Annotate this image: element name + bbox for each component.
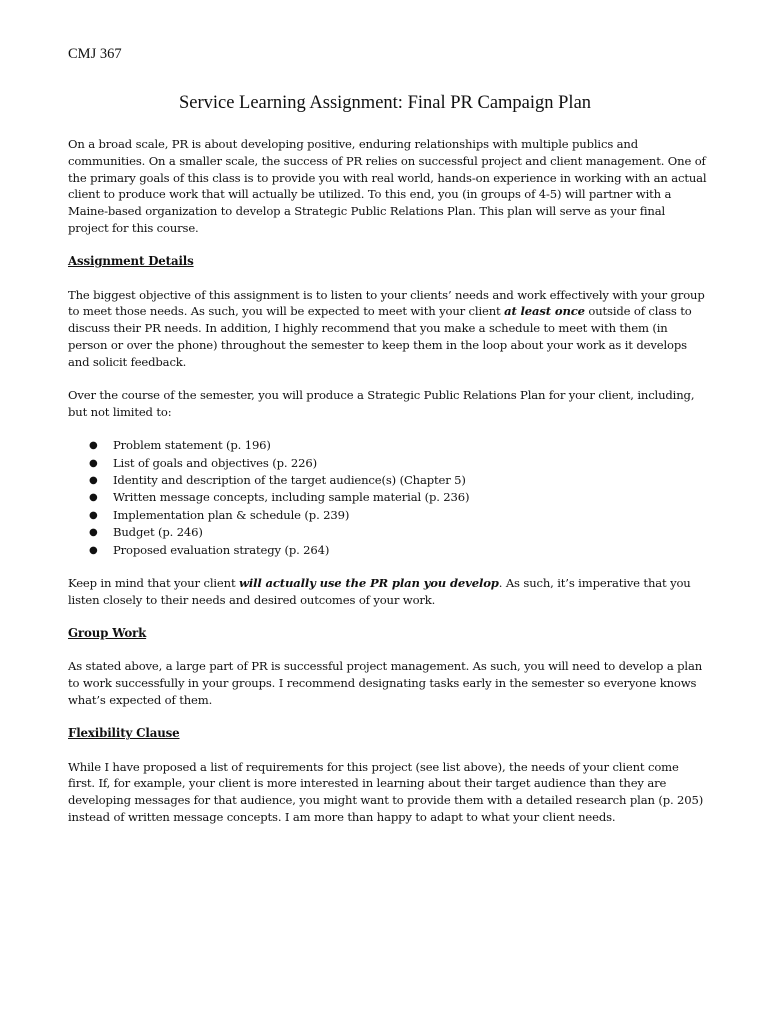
document-title: Service Learning Assignment: Final PR Campaign Plan: [178, 93, 592, 113]
group-work-heading: Group Work: [68, 626, 147, 641]
assignment-details-paragraph-1: [68, 287, 708, 371]
list-item-text: Identity and description of the target audience(s) (Chapter 5): [113, 472, 466, 487]
list-item: [68, 437, 708, 454]
document-body: [68, 136, 708, 842]
bullet-icon: ●: [89, 492, 98, 504]
course-code: CMJ 367: [68, 46, 122, 62]
list-item-text: Proposed evaluation strategy (p. 264): [113, 542, 330, 557]
keep-in-mind-text-after: . As such, it’s imperative that you listen closely to their needs and desired outcomes of your work.: [68, 576, 691, 607]
list-item: [68, 472, 708, 489]
use-plan-emphasis: will actually use the PR plan you develop: [239, 576, 499, 590]
list-item-text: Implementation plan & schedule (p. 239): [113, 507, 350, 522]
intro-paragraph: On a broad scale, PR is about developing positive, enduring relationships with multiple publics and communities. On a smaller scale, the success of PR relies on successful project and client management. One of the primary goals of this class is to provide you with real world, hands-on experience in working with an actual client to produce work that will actually be utilized. To this end, you (in groups of 4-5) will partner with a Maine-based organization to develop a Strategic Public Relations Plan. This plan will serve as your final project for this course.: [68, 137, 707, 235]
bullet-icon: ●: [89, 527, 98, 539]
keep-in-mind-text-before: Keep in mind that your client: [68, 576, 240, 590]
bullet-icon: ●: [89, 440, 98, 452]
list-item-text: Problem statement (p. 196): [113, 438, 271, 453]
bullet-icon: ●: [89, 457, 98, 469]
group-work-paragraph: As stated above, a large part of PR is successful project management. As such, you will need to develop a plan to work successfully in your groups. I recommend designating tasks early in the semester so everyone knows what’s expected of them.: [68, 659, 703, 707]
list-item-text: List of goals and objectives (p. 226): [113, 455, 317, 470]
assignment-details-paragraph-3: [68, 575, 708, 609]
list-item: [68, 507, 708, 524]
bullet-icon: ●: [89, 474, 98, 486]
at-least-once-emphasis: at least once: [504, 304, 585, 319]
list-item-text: Budget (p. 246): [113, 525, 203, 540]
assignment-details-text-after: outside of class to discuss their PR needs. In addition, I highly recommend that you make a schedule to meet with them (in person or over the phone) throughout the semester to keep them in the loop about your work as it develops and solicit feedback.: [68, 304, 692, 369]
assignment-details-paragraph-2: Over the course of the semester, you will produce a Strategic Public Relations Plan for your client, including, but not limited to:: [68, 388, 695, 419]
assignment-details-heading: Assignment Details: [68, 254, 194, 269]
list-item-text: Written message concepts, including sample material (p. 236): [113, 490, 470, 505]
assignment-details-text-before: The biggest objective of this assignment is to listen to your clients’ needs and work effectively with your group to meet those needs. As such, you will be expected to meet with your client: [68, 287, 705, 319]
bullet-icon: ●: [89, 509, 98, 521]
list-item: [68, 489, 708, 506]
flexibility-clause-heading: Flexibility Clause: [68, 726, 180, 741]
list-item: [68, 524, 708, 541]
list-item: [68, 542, 708, 559]
bullet-icon: ●: [89, 544, 98, 556]
list-item: [68, 455, 708, 472]
requirements-list: [68, 437, 708, 559]
flexibility-clause-paragraph: While I have proposed a list of requirements for this project (see list above), the needs of your client come first. If, for example, your client is more interested in learning about their target audience than they are developing messages for that audience, you might want to provide them with a detailed research plan (p. 205) instead of written message concepts. I am more than happy to adapt to what your client needs.: [68, 759, 704, 824]
